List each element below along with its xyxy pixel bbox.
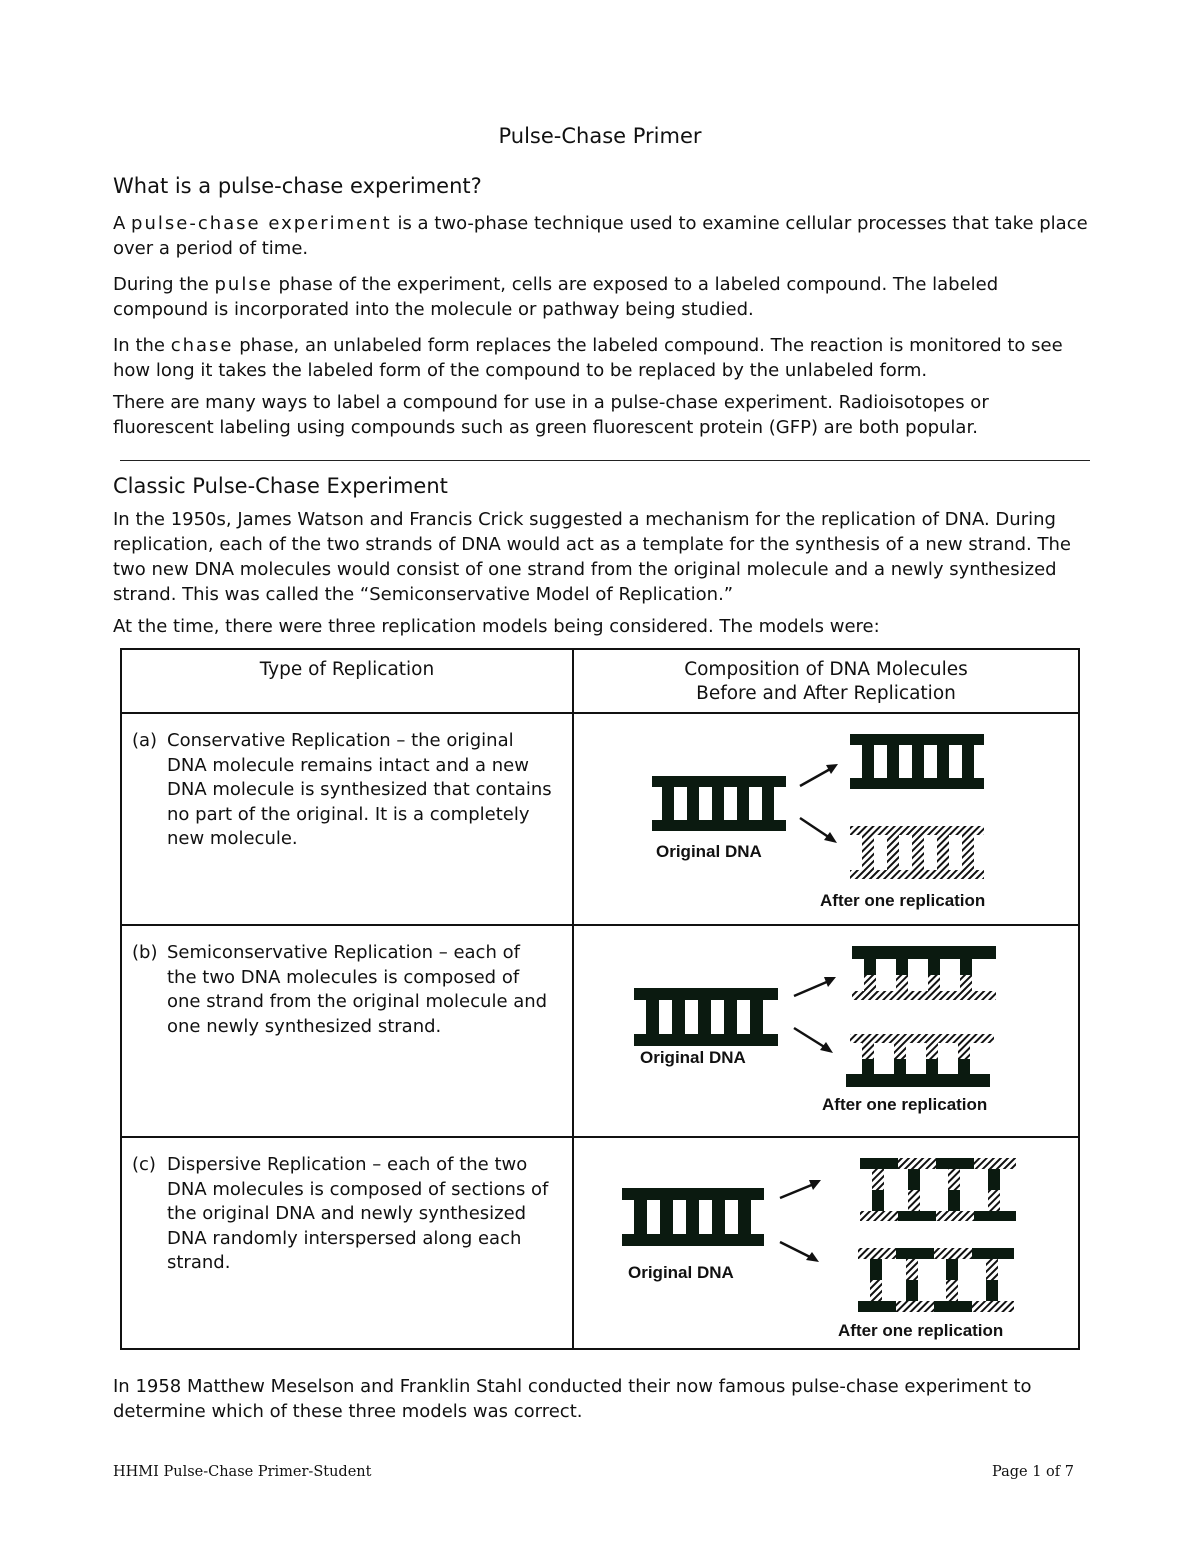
- dna-hybrid-molecule-bottom: [846, 1034, 994, 1087]
- footer-page-number: Page 1 of 7: [992, 1464, 1074, 1480]
- dna-original-molecule: [622, 1188, 764, 1246]
- term-pulse: pulse: [214, 274, 273, 295]
- table-row-conservative: [121, 713, 1079, 925]
- document-title: Pulse-Chase Primer: [498, 124, 702, 148]
- paragraph-definition: A pulse-chase experiment is a two-phase technique used to examine cellular processes that take place over a period of time.: [113, 213, 1088, 259]
- label-after-replication: After one replication: [838, 1321, 1004, 1340]
- description-dispersive: (c) Dispersive Replication – each of the two DNA molecules is composed of sections of the original DNA and newly synthesized DNA randomly interspersed along each strand.: [121, 1137, 573, 1349]
- arrow-down-icon: [780, 1242, 819, 1262]
- term-pulse-chase-experiment: pulse-chase experiment: [131, 213, 392, 234]
- figure-semiconservative: [573, 925, 1079, 1137]
- term-chase: chase: [170, 335, 234, 356]
- dna-new-molecule: [850, 826, 984, 879]
- arrow-up-icon: [780, 1180, 821, 1198]
- paragraph-pulse-phase: During the pulse phase of the experiment, cells are exposed to a labeled compound. The labeled compound is incorporated into the molecule or pathway being studied.: [113, 274, 999, 320]
- label-original-dna: Original DNA: [628, 1263, 734, 1282]
- paragraph-three-models: At the time, there were three replication models being considered. The models were:: [113, 616, 880, 637]
- paragraph-chase-phase: In the chase phase, an unlabeled form replaces the labeled compound. The reaction is monitored to see how long it takes the labeled form of the compound to be replaced by the unlabeled form.: [113, 335, 1063, 381]
- figure-dispersive: [573, 1137, 1079, 1349]
- description-conservative: (a) Conservative Replication – the original DNA molecule remains intact and a new DNA molecule is synthesized that contains no part of the original. It is a completely new molecule.: [121, 713, 573, 925]
- description-semiconservative: (b) Semiconservative Replication – each of the two DNA molecules is composed of one strand from the original molecule and one newly synthesized strand.: [121, 925, 573, 1137]
- replication-models-table: [120, 648, 1080, 1350]
- header-composition: Composition of DNA Molecules Before and After Replication: [573, 649, 1079, 713]
- arrow-down-icon: [800, 818, 837, 843]
- section-heading-classic: Classic Pulse-Chase Experiment: [113, 474, 448, 498]
- dna-mixed-molecule-bottom: [858, 1248, 1014, 1312]
- dna-mixed-molecule-top: [860, 1158, 1016, 1221]
- arrow-down-icon: [794, 1028, 833, 1053]
- figure-conservative: [573, 713, 1079, 925]
- table-row-dispersive: [121, 1137, 1079, 1349]
- paragraph-watson-crick: In the 1950s, James Watson and Francis Crick suggested a mechanism for the replication of DNA. During replication, each of the two strands of DNA would act as a template for the synthesis of a new strand. The two new DNA molecules would consist of one strand from the original molecule and a newly synthesized strand. This was called the “Semiconservative Model of Replication.”: [113, 509, 1071, 605]
- label-original-dna: Original DNA: [656, 842, 762, 861]
- arrow-up-icon: [794, 977, 836, 996]
- label-original-dna: Original DNA: [640, 1048, 746, 1067]
- dna-hybrid-molecule-top: [852, 946, 996, 1000]
- dna-original-molecule: [652, 776, 786, 831]
- header-type-of-replication: Type of Replication: [121, 649, 573, 713]
- table-header-row: [121, 649, 1079, 713]
- dna-original-molecule: [634, 988, 778, 1046]
- section-divider: [120, 460, 1090, 461]
- diagram-conservative: [574, 714, 1080, 922]
- label-after-replication: After one replication: [822, 1095, 988, 1114]
- arrow-up-icon: [800, 764, 838, 786]
- paragraph-labeling-methods: There are many ways to label a compound for use in a pulse-chase experiment. Radioisotopes or fluorescent labeling using compounds such as green fluorescent protein (GFP) are both popular.: [113, 392, 989, 438]
- label-after-replication: After one replication: [820, 891, 986, 910]
- paragraph-meselson-stahl: In 1958 Matthew Meselson and Franklin Stahl conducted their now famous pulse-chase experiment to determine which of these three models was correct.: [113, 1376, 1032, 1422]
- dna-original-copy: [850, 734, 984, 789]
- footer-document-name: HHMI Pulse-Chase Primer-Student: [113, 1464, 372, 1480]
- section-heading-what-is: What is a pulse-chase experiment?: [113, 174, 482, 198]
- table-row-semiconservative: [121, 925, 1079, 1137]
- diagram-semiconservative: [574, 926, 1080, 1136]
- diagram-dispersive: [574, 1138, 1080, 1348]
